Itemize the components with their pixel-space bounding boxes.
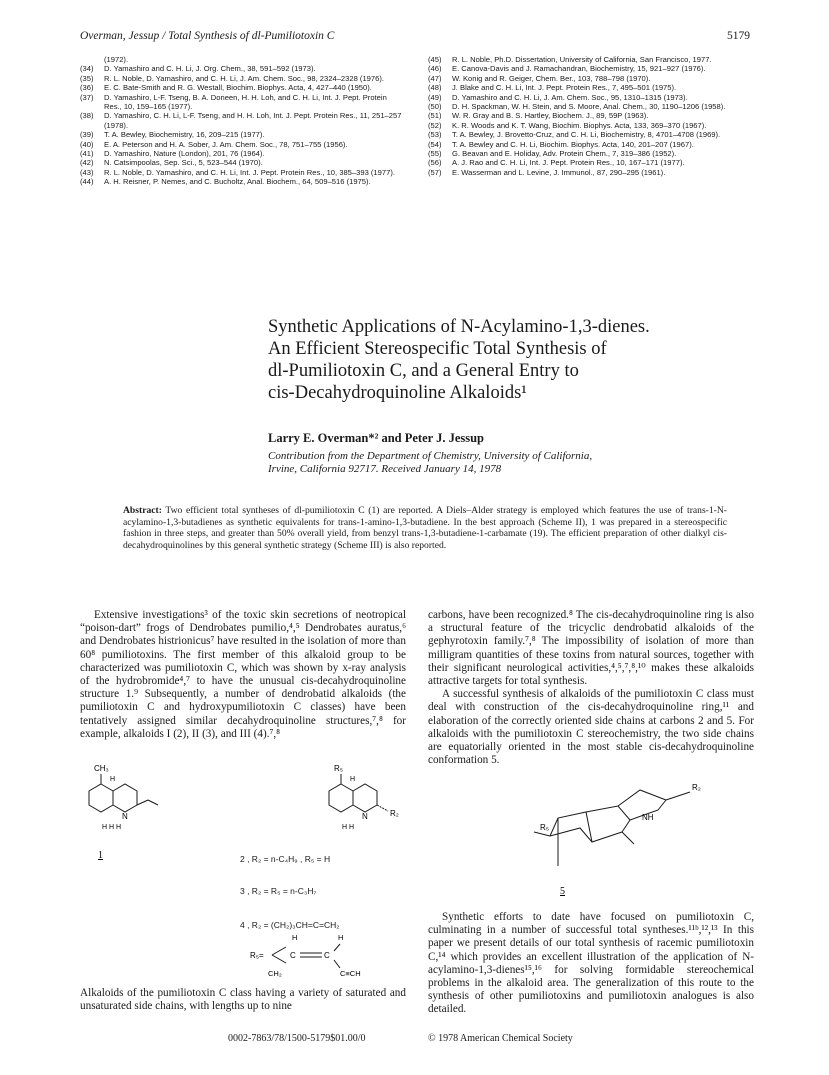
reference-number: (42)	[80, 158, 94, 168]
reference-list-left	[80, 55, 406, 187]
body-column-right-continued	[428, 911, 754, 1017]
struct-number: 5	[560, 886, 565, 897]
reference-number: (56)	[428, 158, 442, 168]
compound-2-label: 2 , R₂ = n-C₄H₉ , R₅ = H	[240, 854, 331, 864]
reference-text: E. A. Peterson and H. A. Sober, J. Am. Chem. Soc., 78, 751–755 (1956).	[104, 139, 348, 149]
reference-text: E. C. Bate-Smith and R. G. Westall, Biochim. Biophys. Acta, 4, 427–440 (1950).	[104, 83, 372, 93]
reference-item	[80, 93, 406, 112]
reference-text: T. A. Bewley, J. Brovetto-Cruz, and C. H. Li, Biochemistry, 8, 4701–4708 (1969).	[452, 130, 721, 140]
reference-item	[428, 74, 754, 83]
reference-number: (44)	[80, 177, 94, 187]
structure-5	[530, 770, 730, 900]
reference-number: (46)	[428, 64, 442, 74]
body-column-left-continued	[80, 987, 406, 1013]
reference-item	[80, 168, 406, 177]
affiliation	[268, 450, 688, 476]
struct-number: 1	[98, 850, 103, 861]
reference-text: R. L. Noble, Ph.D. Dissertation, University of California, San Francisco, 1977.	[452, 55, 712, 64]
footer-copyright: © 1978 American Chemical Society	[428, 1033, 573, 1044]
reference-text: N. Catsimpoolas, Sep. Sci., 5, 523–544 (1970).	[104, 158, 263, 168]
reference-item	[80, 83, 406, 92]
reference-item	[428, 111, 754, 120]
affiliation-line: Contribution from the Department of Chemistry, University of California,	[268, 450, 593, 462]
struct-label: H	[350, 776, 356, 783]
compound-4-label: 4 , R₂ = (CH₂)₃CH=C=CH₂	[240, 920, 340, 930]
reference-item	[428, 83, 754, 92]
title-line: An Efficient Stereospecific Total Synthesis of	[268, 339, 607, 359]
reference-text: D. H. Spackman, W. H. Stein, and S. Moore, Anal. Chem., 30, 1190–1206 (1958).	[452, 102, 726, 112]
abstract-text: Two efficient total syntheses of dl-pumiliotoxin C (1) are reported. A Diels–Alder strategy is employed which features the use of trans-1-N-acylamino-1,3-butadienes as synthetic equivalents for trans-1-amino-1,3-butadiene. In the best approach (Scheme II), 1 was prepared in a stereospecific fashion in three steps, and greater than 50% overall yield, from benzyl trans-1,3-butadiene-1-carbamate (19). The efficient preparation of other dialkyl cis-decahydroquinolines by this general synthetic strategy (Scheme III) is also reported.	[123, 505, 727, 551]
struct-label: H	[292, 933, 298, 942]
body-column-left	[80, 609, 406, 741]
reference-text: G. Beavan and E. Holiday, Adv. Protein Chem., 7, 319–386 (1952).	[452, 149, 677, 159]
reference-item	[428, 93, 754, 102]
title-line: dl-Pumiliotoxin C, and a General Entry to	[268, 361, 579, 381]
struct-label: R₅=	[250, 951, 264, 960]
running-head	[80, 30, 750, 46]
title-line: cis-Decahydroquinoline Alkaloids¹	[268, 383, 527, 403]
reference-number: (35)	[80, 73, 94, 83]
struct-label: C≡CH	[340, 969, 361, 978]
page-number: 5179	[727, 30, 750, 42]
reference-text: T. A. Bewley, Biochemistry, 16, 209–215 (1977).	[104, 130, 265, 140]
struct-label: CH₃	[94, 764, 109, 773]
struct-label: N	[362, 812, 368, 821]
struct-label: CH₂	[268, 969, 282, 978]
reference-item	[428, 121, 754, 130]
reference-number: (47)	[428, 73, 442, 83]
reference-item	[80, 149, 406, 158]
running-head-authors: Overman, Jessup / Total Synthesis of dl-Pumiliotoxin C	[80, 30, 335, 42]
reference-text: W. Konig and R. Geiger, Chem. Ber., 103, 788–798 (1970).	[452, 73, 651, 83]
reference-item	[80, 140, 406, 149]
reference-text: W. R. Gray and B. S. Hartley, Biochem. J., 89, 59P (1963).	[452, 111, 649, 121]
reference-list-right	[428, 55, 754, 177]
reference-item	[428, 158, 754, 167]
reference-text: R. L. Noble, D. Yamashiro, and C. H. Li, Int. J. Pept. Protein Res., 10, 385–393 (1977).	[104, 167, 395, 177]
paragraph: Synthetic efforts to date have focused on pumiliotoxin C, culminating in a number of successful total syntheses.¹¹ᵇ,¹²,¹³ In this paper we present details of our total synthesis of racemic pumiliotoxin C,¹⁴ which provides an excellent illustration of the application of N-acylamino-1,3-dienes¹⁵,¹⁶ for solving formidable stereochemical problems in the alkaloid area. The generalization of this route to the synthesis of other pumiliotoxins and pumiliotoxin analogues is also detailed.	[428, 911, 754, 1016]
abstract	[123, 505, 727, 551]
reference-text: T. A. Bewley and C. H. Li, Biochim. Biophys. Acta, 140, 201–207 (1967).	[452, 139, 694, 149]
paragraph: carbons, have been recognized.⁸ The cis-decahydroquinoline ring is also a structural feature of the tricyclic dendrobatid alkaloids of the gephyrotoxin family.⁷,⁸ The impossibility of isolation of more than milligram quantities of these toxins from natural sources, together with their significant neurological activities,⁴,⁵,⁷,⁸,¹⁰ makes these alkaloids attractive targets for total synthesis.	[428, 609, 754, 688]
paragraph: A successful synthesis of alkaloids of the pumiliotoxin C class must deal with construction of the cis-decahydroquinoline ring,¹¹ and elaboration of the correctly oriented side chains at carbons 2 and 5. For alkaloids with the pumiliotoxin C stereochemistry, the two side chains are equatorially oriented in the most stable cis-decahydroquinoline conformation 5.	[428, 688, 754, 767]
struct-label: H H H	[102, 824, 122, 831]
reference-number: (39)	[80, 130, 94, 140]
reference-item	[80, 64, 406, 73]
reference-item	[428, 140, 754, 149]
reference-number: (40)	[80, 139, 94, 149]
title-line: Synthetic Applications of N-Acylamino-1,3-dienes.	[268, 317, 650, 337]
reference-item	[428, 168, 754, 177]
struct-label: R₂	[692, 783, 701, 792]
reference-item	[428, 149, 754, 158]
struct-label: C	[290, 951, 296, 960]
struct-label: NH	[642, 813, 654, 822]
reference-number: (55)	[428, 149, 442, 159]
reference-text: K. R. Woods and K. T. Wang, Biochim. Biophys. Acta, 133, 369–370 (1967).	[452, 120, 707, 130]
reference-text: D. Yamashiro, Nature (London), 201, 76 (1964).	[104, 149, 265, 159]
reference-item	[80, 177, 406, 186]
struct-label: R₅	[334, 764, 343, 773]
reference-number: (37)	[80, 92, 94, 102]
struct-label: R₅	[540, 823, 549, 832]
reference-text: D. Yamashiro, C. H. Li, L-F. Tseng, and H. H. Loh, Int. J. Pept. Protein Res., 11, 251–257 (1978).	[104, 111, 402, 130]
struct-label: H H	[342, 824, 355, 831]
reference-item	[80, 130, 406, 139]
structure-general	[310, 760, 430, 840]
reference-number: (51)	[428, 111, 442, 121]
article-title	[268, 316, 688, 404]
reference-number: (49)	[428, 92, 442, 102]
reference-text: D. Yamashiro and C. H. Li, J. Org. Chem., 38, 591–592 (1973).	[104, 64, 316, 74]
reference-item	[428, 102, 754, 111]
reference-item	[428, 55, 754, 64]
struct-label: N	[122, 812, 128, 821]
reference-item	[80, 158, 406, 167]
reference-number: (52)	[428, 120, 442, 130]
reference-number: (38)	[80, 111, 94, 121]
reference-text: A. H. Reisner, P. Nemes, and C. Bucholtz, Anal. Biochem., 64, 509–516 (1975).	[104, 177, 371, 187]
reference-text: E. Canova-Davis and J. Ramachandran, Biochemistry, 15, 921–927 (1976).	[452, 64, 706, 74]
struct-label: H	[110, 776, 116, 783]
reference-item	[428, 64, 754, 73]
reference-text: J. Blake and C. H. Li, Int. J. Pept. Protein Res., 7, 495–501 (1975).	[452, 83, 677, 93]
reference-number: (48)	[428, 83, 442, 93]
paragraph: Extensive investigations³ of the toxic skin secretions of neotropical “poison-dart” frogs of Dendrobates pumilio,⁴,⁵ Dendrobates auratus,⁶ and Dendrobates histrionicus⁷ have resulted in the isolation of more than 60⁸ pumiliotoxins. The first member of this alkaloid group to be characterized was pumiliotoxin C, which was shown by x-ray analysis of the hydrobromide⁴,⁷ to have the unusual cis-decahydroquinoline structure 1.⁹ Subsequently, a number of dendrobatid alkaloids (the pumiliotoxin C and hydroxypumiliotoxin C classes) have been tentatively assigned similar decahydroquinoline structures,⁷,⁸ for example, alkaloids I (2), II (3), and III (4).⁷,⁸	[80, 609, 406, 740]
reference-number: (41)	[80, 149, 94, 159]
side-chain-r5	[250, 930, 400, 980]
reference-item	[80, 74, 406, 83]
reference-number: (53)	[428, 130, 442, 140]
reference-item	[80, 111, 406, 130]
struct-label: R₂	[390, 809, 399, 818]
reference-number: (54)	[428, 139, 442, 149]
reference-text: D. Yamashiro and C. H. Li, J. Am. Chem. Soc., 95, 1310–1315 (1973).	[452, 92, 688, 102]
reference-number: (36)	[80, 83, 94, 93]
affiliation-line: Irvine, California 92717. Received January 14, 1978	[268, 463, 502, 475]
footer-code: 0002-7863/78/1500-5179$01.00/0	[228, 1033, 366, 1044]
body-column-right	[428, 609, 754, 767]
reference-item	[80, 55, 406, 64]
struct-label: C	[324, 951, 330, 960]
reference-text: (1972).	[104, 55, 129, 64]
reference-text: D. Yamashiro, L-F. Tseng, B. A. Doneen, H. H. Loh, and C. H. Li, Int. J. Pept. Protein Res., 10, 159–165 (1977).	[104, 92, 387, 112]
reference-number: (57)	[428, 167, 442, 177]
reference-number: (45)	[428, 55, 442, 64]
reference-item	[428, 130, 754, 139]
reference-number: (34)	[80, 64, 94, 74]
compound-3-label: 3 , R₂ = R₅ = n-C₃H₇	[240, 886, 317, 896]
reference-text: A. J. Rao and C. H. Li, Int. J. Pept. Protein Res., 10, 167–171 (1977).	[452, 158, 685, 168]
struct-label: H	[338, 933, 344, 942]
reference-number: (50)	[428, 102, 442, 112]
reference-number	[80, 55, 104, 64]
reference-text: E. Wasserman and L. Levine, J. Immunol., 87, 290–295 (1961).	[452, 167, 666, 177]
reference-number: (43)	[80, 167, 94, 177]
author-list: Larry E. Overman*² and Peter J. Jessup	[268, 431, 485, 445]
structure-1	[80, 760, 200, 870]
paragraph: Alkaloids of the pumiliotoxin C class having a variety of saturated and unsaturated side chains, with lengths up to nine	[80, 987, 406, 1013]
abstract-label: Abstract:	[123, 505, 162, 516]
reference-text: R. L. Noble, D. Yamashiro, and C. H. Li, J. Am. Chem. Soc., 98, 2324–2328 (1976).	[104, 73, 384, 83]
